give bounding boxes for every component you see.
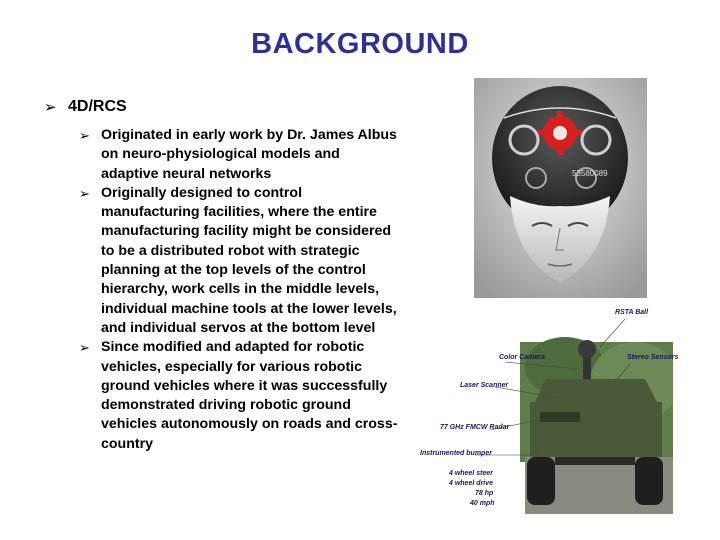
label-laser-scanner: Laser Scanner — [460, 382, 509, 389]
sub-bullet — [79, 126, 414, 184]
bullet-main-text: 4D/RCS — [68, 98, 127, 115]
sub-bullet-text: Originated in early work by Dr. James Albus on neuro-physiological models and adaptive neural networks — [101, 127, 397, 182]
arrow-bullet-icon: ➢ — [79, 340, 90, 356]
sub-bullet — [79, 184, 414, 338]
label-bumper: Instrumented bumper — [420, 450, 492, 457]
slide-title: BACKGROUND — [251, 28, 469, 60]
arrow-bullet-icon: ➢ — [44, 99, 57, 116]
bullet-list — [44, 98, 414, 454]
label-weight: 78 hp — [475, 490, 494, 497]
label-color-camera: Color Camera — [499, 354, 545, 361]
head-numbers: 53580089 — [572, 169, 608, 178]
sub-bullet-text: Since modified and adapted for robotic vehicles, especially for various robotic ground vehicles where it was successfully demonstrated driving robotic ground vehicles autonomously on roads and cross-country — [101, 339, 398, 452]
sub-bullet — [79, 338, 414, 454]
label-radar: 77 GHz FMCW Radar — [440, 424, 510, 431]
label-steer: 4 wheel steer — [449, 470, 493, 477]
sub-bullet-text: Originally designed to control manufacturing facilities, where the entire manufacturing facility might be considered to be a distributed robot with strategic planning at the top levels of the control hierarchy, work cells in the middle levels, individual machine tools at the lower levels, and individual servos at the bottom level — [101, 184, 397, 336]
bullet-main — [44, 98, 414, 116]
arrow-bullet-icon: ➢ — [79, 128, 90, 143]
label-rsta-ball: RSTA Ball — [615, 309, 649, 316]
robotic-head-image — [474, 78, 647, 298]
arrow-bullet-icon: ➢ — [79, 185, 90, 201]
robotic-vehicle-image — [415, 307, 679, 514]
label-stereo-sensors: Stereo Sensors — [627, 354, 679, 361]
label-drive: 4 wheel drive — [449, 480, 493, 487]
label-speed: 40 mph — [470, 500, 495, 507]
